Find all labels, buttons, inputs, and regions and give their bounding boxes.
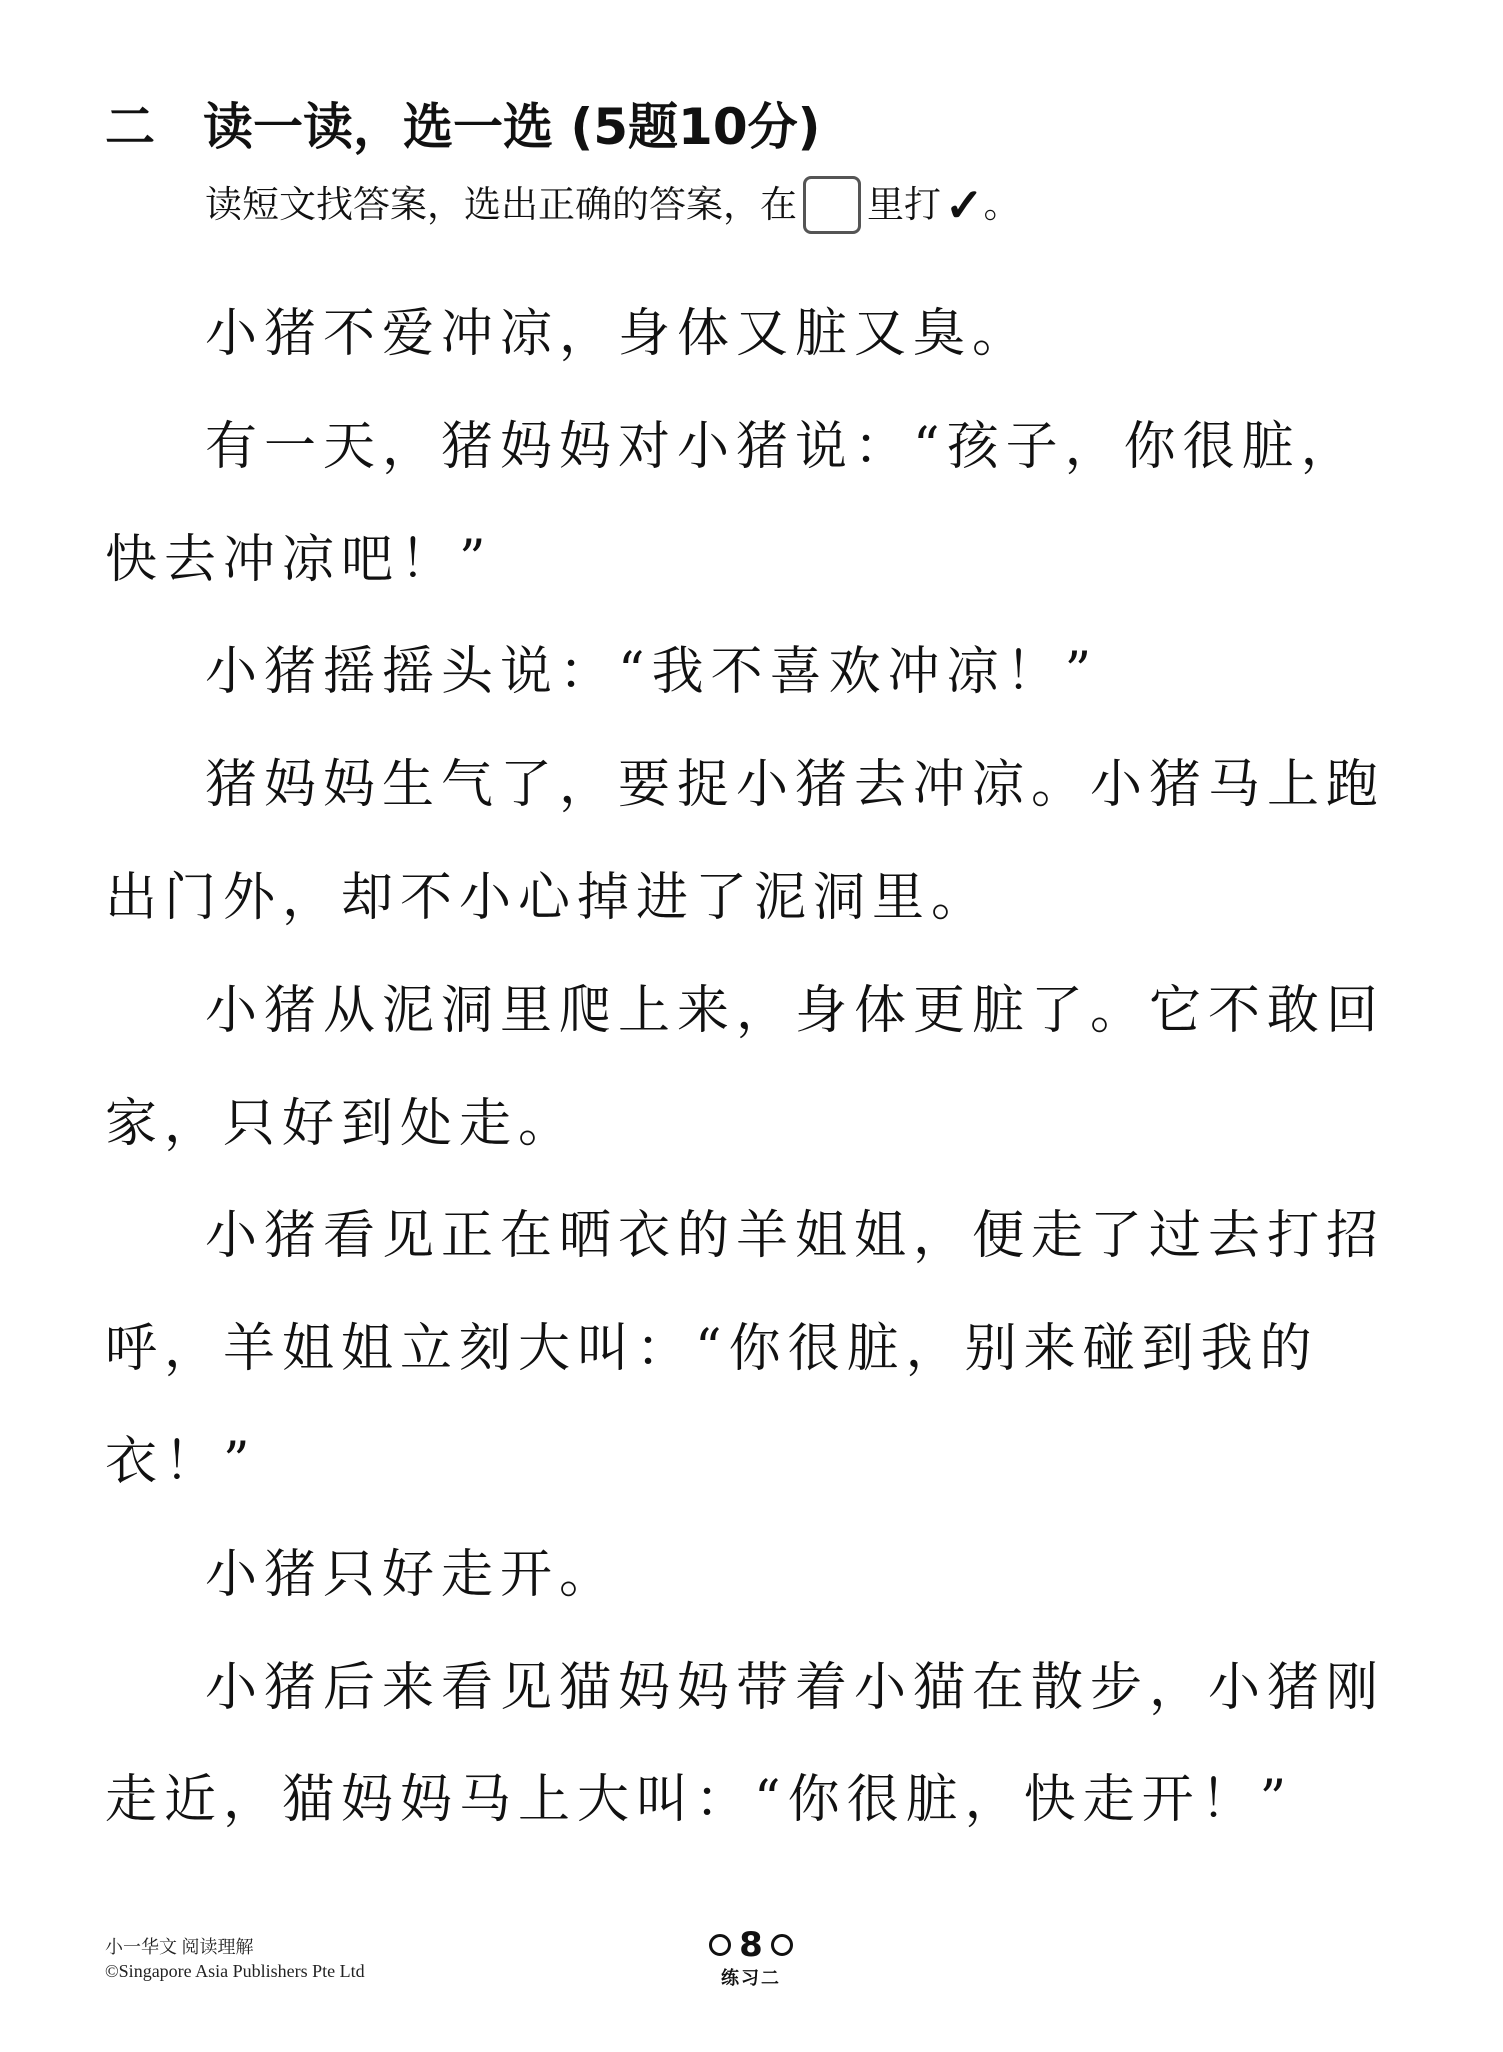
page-number: 8 [739,1925,763,1965]
footer-publisher [105,1935,365,1983]
page-number-row [651,1925,851,1965]
answer-box-sample [803,176,861,234]
story-paragraph-8: 小猪后来看见猫妈妈带着小猫在散步，小猪刚走近，猫妈妈马上大叫：“你很脏，快走开！” [105,1657,1386,1831]
section-heading [105,92,820,162]
story-paragraph-1: 小猪不爱冲凉，身体又脏又臭。 [205,304,1032,364]
footer-book-title: 小一华文 阅读理解 [105,1937,254,1957]
section-title: 读一读，选一选 (5题10分) [203,98,821,156]
story-paragraph-2: 有一天，猪妈妈对小猪说：“孩子，你很脏，快去冲凉吧！” [105,416,1360,590]
story-paragraph-6: 小猪看见正在晒衣的羊姐姐，便走了过去打招呼，羊姐姐立刻大叫：“你很脏，别来碰到我的衣！” [105,1206,1386,1492]
instruction-text-before: 读短文找答案，选出正确的答案，在 [205,183,797,226]
left-ring-icon [709,1934,731,1956]
footer-page-marker [651,1925,851,1993]
story-paragraph-5: 小猪从泥洞里爬上来，身体更脏了。它不敢回家，只好到处走。 [105,980,1386,1154]
section-number: 二 [105,98,155,156]
story-paragraph-3: 小猪摇摇头说：“我不喜欢冲凉！” [205,642,1099,703]
footer-copyright: ©Singapore Asia Publishers Pte Ltd [105,1961,365,1981]
check-mark-icon: ✓ [945,178,984,232]
instruction-text-end: 。 [983,183,1021,226]
instruction [205,170,1021,240]
instruction-text-after: 里打 [867,183,941,226]
story-paragraph-7: 小猪只好走开。 [205,1544,619,1605]
right-ring-icon [771,1934,793,1956]
story-passage [105,278,1395,1857]
exercise-label: 练习二 [721,1968,781,1989]
story-paragraph-4: 猪妈妈生气了，要捉小猪去冲凉。小猪马上跑出门外，却不小心掉进了泥洞里。 [105,755,1386,928]
